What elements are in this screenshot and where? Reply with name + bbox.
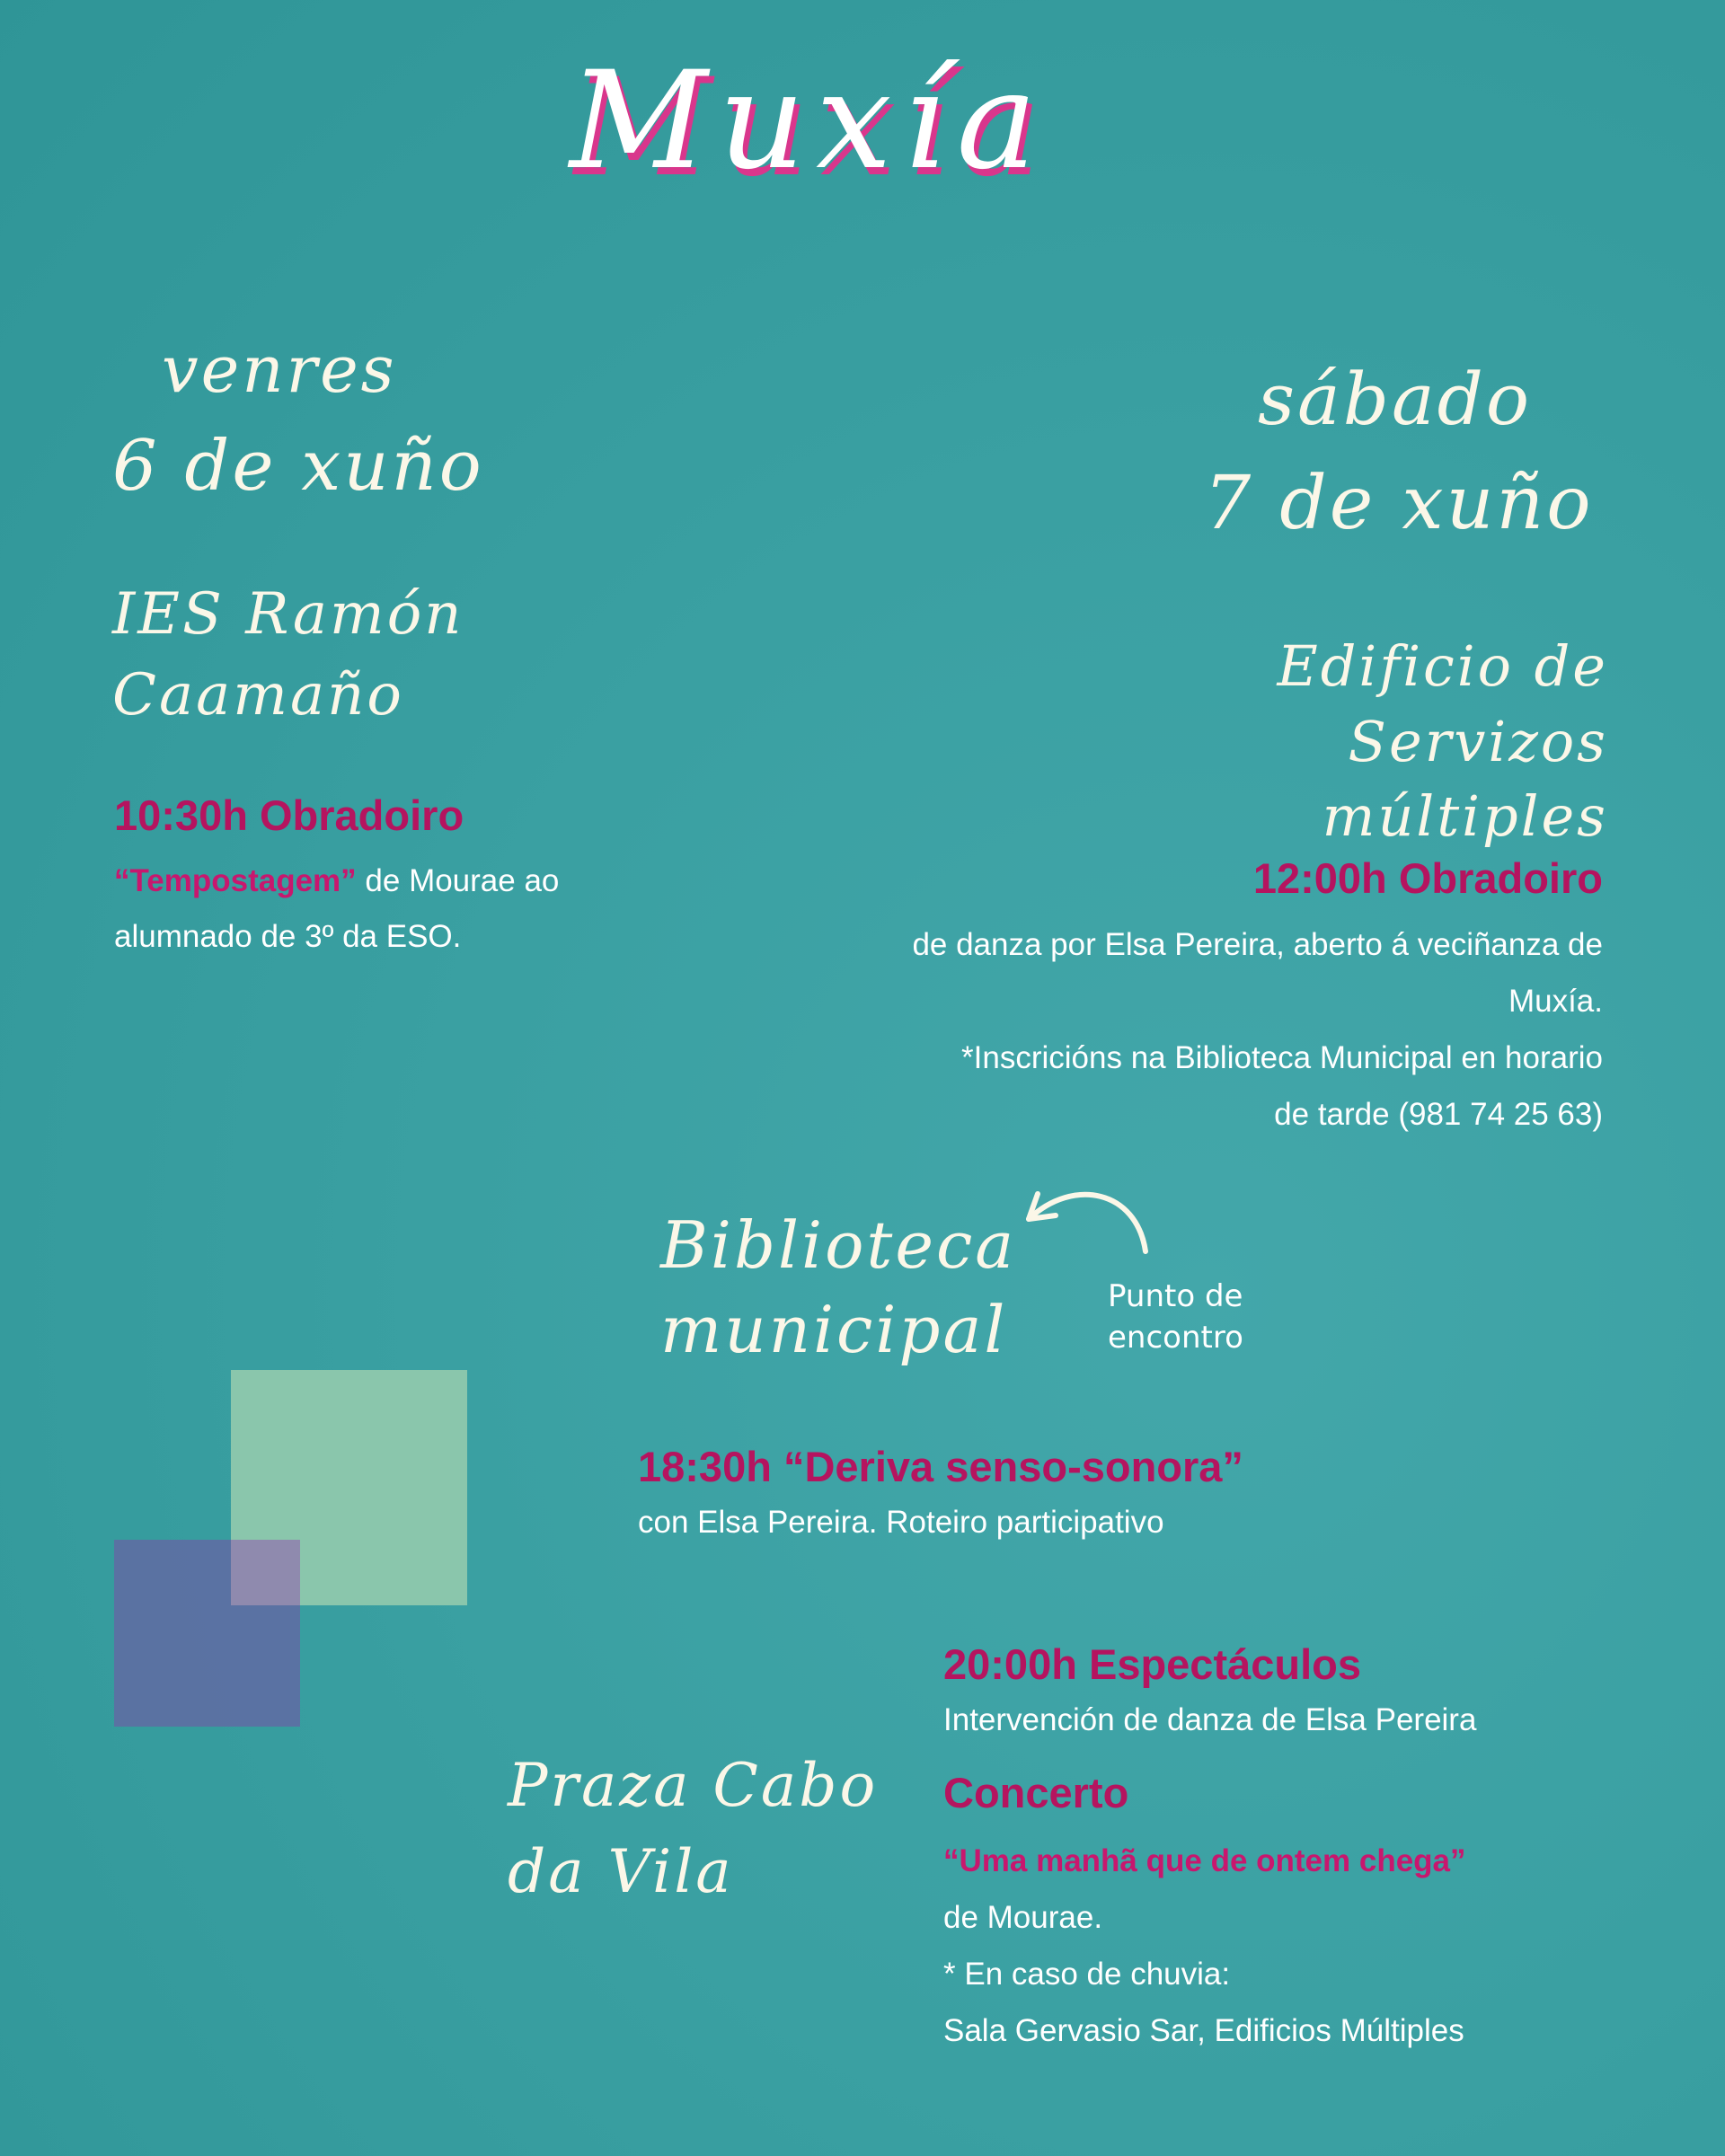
saturday-workshop-time: 12:00h Obradoiro [1252,854,1603,902]
concert-title: “Uma manhã que de ontem chega” [943,1843,1466,1878]
friday-venue: IES Ramón Caamaño [112,581,464,729]
decorative-square-overlap [231,1540,300,1605]
library-venue: Biblioteca municipal [660,1207,1017,1367]
meeting-point-note: Punto de encontro [1108,1278,1243,1356]
friday-date-line2: 6 de xuño [112,426,484,507]
rain-note: * En caso de chuvia: [943,1957,1231,1992]
friday-event-text-2: alumnado de 3º da ESO. [114,919,462,954]
friday-event-text-1: de Mourae ao [356,863,560,898]
concert-by: de Mourae. [943,1900,1103,1935]
shows-text: Intervención de danza de Elsa Pereira [943,1702,1477,1737]
saturday-workshop-description [701,916,1603,1143]
workshop-line-2: Muxía. [1508,984,1603,1019]
concert-label: Concerto [943,1769,1129,1816]
friday-event-title: “Tempostagem” [114,863,357,898]
curved-arrow-icon [1011,1172,1163,1271]
friday-date-line1: venres [162,331,397,407]
concert-description [943,1833,1466,2059]
square-venue: Praza Cabo da Vila [508,1751,879,1906]
saturday-date-line2: 7 de xuño [1204,461,1594,546]
saturday-venue: Edificio de Servizos múltiples [1277,633,1608,850]
shows-time: 20:00h Espectáculos [943,1640,1361,1688]
rain-location: Sala Gervasio Sar, Edificios Múltiples [943,2013,1464,2048]
workshop-line-3: *Inscricións na Biblioteca Municipal en horario [961,1040,1603,1075]
poster-title: Muxía [569,43,1048,199]
deriva-text: con Elsa Pereira. Roteiro participativo [638,1505,1164,1540]
deriva-time: 18:30h “Deriva senso-sonora” [638,1443,1243,1490]
friday-event-time: 10:30h Obradoiro [114,791,464,839]
workshop-line-4: de tarde (981 74 25 63) [1274,1097,1603,1132]
workshop-line-1: de danza por Elsa Pereira, aberto á veciñanza de [912,927,1603,962]
friday-event-description [114,853,671,965]
saturday-date-line1: sábado [1258,358,1533,441]
